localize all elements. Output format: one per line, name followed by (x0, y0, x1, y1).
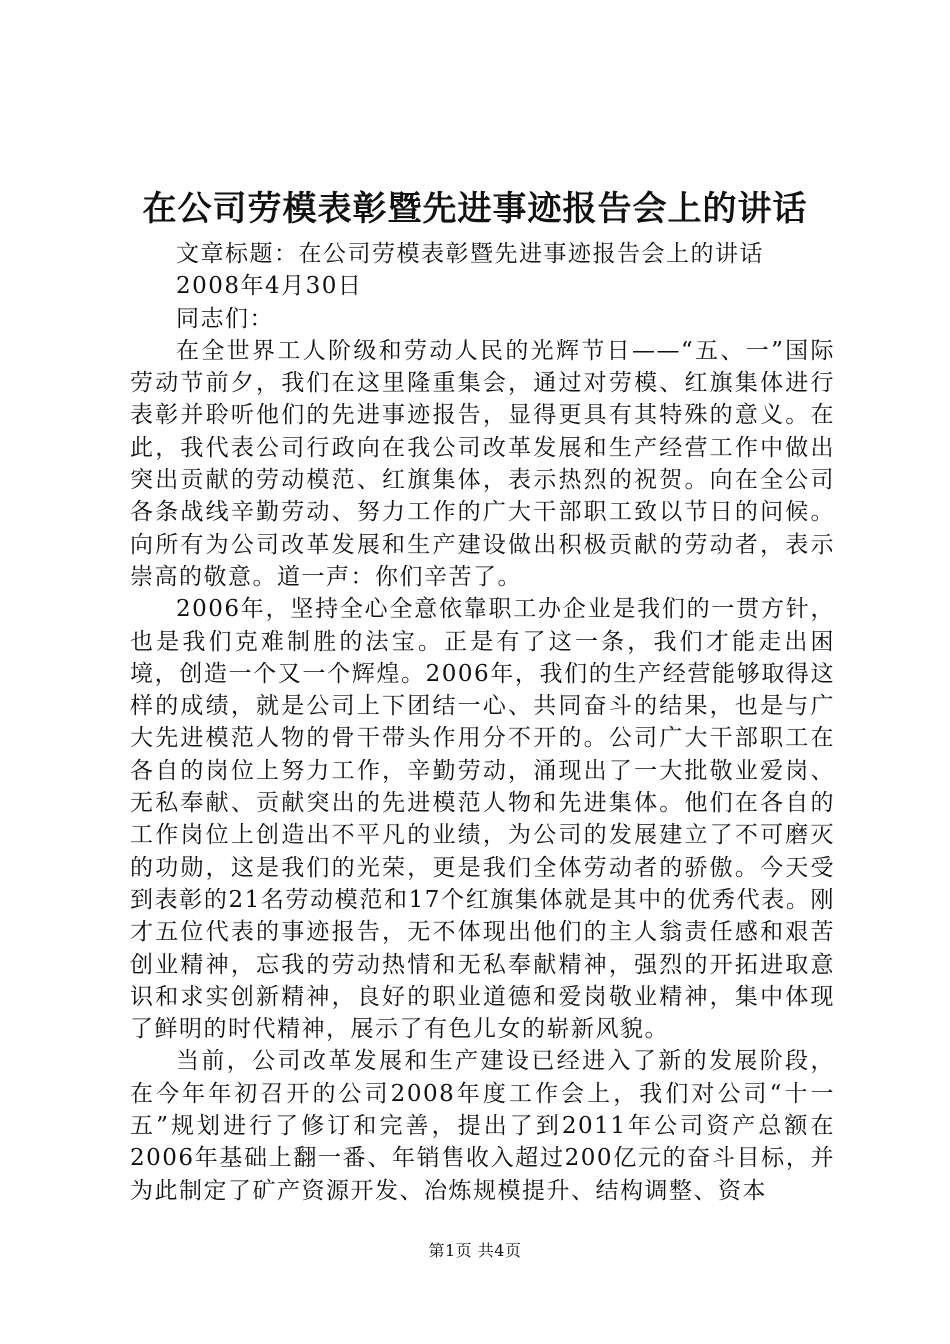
paragraph: 在全世界工人阶级和劳动人民的光辉节日——“五、一”国际劳动节前夕，我们在这里隆重集会，通过对劳模、红旗集体进行表彰并聆听他们的先进事迹报告，显得更具有其特殊的意义。在此，我代表公司行政向在我公司改革发展和生产经营工作中做出突出贡献的劳动模范、红旗集体，表示热烈的祝贺。向在全公司各条战线辛勤劳动、努力工作的广大干部职工致以节日的问候。向所有为公司改革发展和生产建设做出积极贡献的劳动者，表示崇高的敬意。道一声：你们辛苦了。 (130, 337, 835, 590)
page-footer: 第1页 共4页 (428, 1241, 522, 1260)
paragraph: 2006年，坚持全心全意依靠职工办企业是我们的一贯方针，也是我们克难制胜的法宝。正是有了这一条，我们才能走出困境，创造一个又一个辉煌。2006年，我们的生产经营能够取得这样的成绩，就是公司上下团结一心、共同奋斗的结果，也是与广大先进模范人物的骨干带头作用分不开的。公司广大干部职工在各自的岗位上努力工作，辛勤劳动，涌现出了一大批敬业爱岗、无私奉献、贡献突出的先进模范人物和先进集体。他们在各自的工作岗位上创造出不平凡的业绩，为公司的发展建立了不可磨灭的功勋，这是我们的光荣，更是我们全体劳动者的骄傲。今天受到表彰的21名劳动模范和17个红旗集体就是其中的优秀代表。刚才五位代表的事迹报告，无不体现出他们的主人翁责任感和艰苦创业精神，忘我的劳动热情和无私奉献精神，强烈的开拓进取意识和求实创新精神，良好的职业道德和爱岗敬业精神，集中体现了鲜明的时代精神，展示了有色儿女的崭新风貌。 (130, 596, 835, 1043)
document-body (130, 238, 835, 1207)
paragraph: 当前，公司改革发展和生产建设已经进入了新的发展阶段，在今年年初召开的公司2008年度工作会上，我们对公司“十一五”规划进行了修订和完善，提出了到2011年公司资产总额在2006年基础上翻一番、年销售收入超过200亿元的奋斗目标，并为此制定了矿产资源开发、冶炼规模提升、结构调整、资本 (130, 1048, 835, 1204)
document-date: 2008年4月30日 (176, 273, 363, 300)
salutation: 同志们： (176, 305, 274, 332)
document-title: 在公司劳模表彰暨先进事迹报告会上的讲话 (142, 189, 808, 229)
article-title-line: 文章标题：在公司劳模表彰暨先进事迹报告会上的讲话 (176, 241, 764, 267)
